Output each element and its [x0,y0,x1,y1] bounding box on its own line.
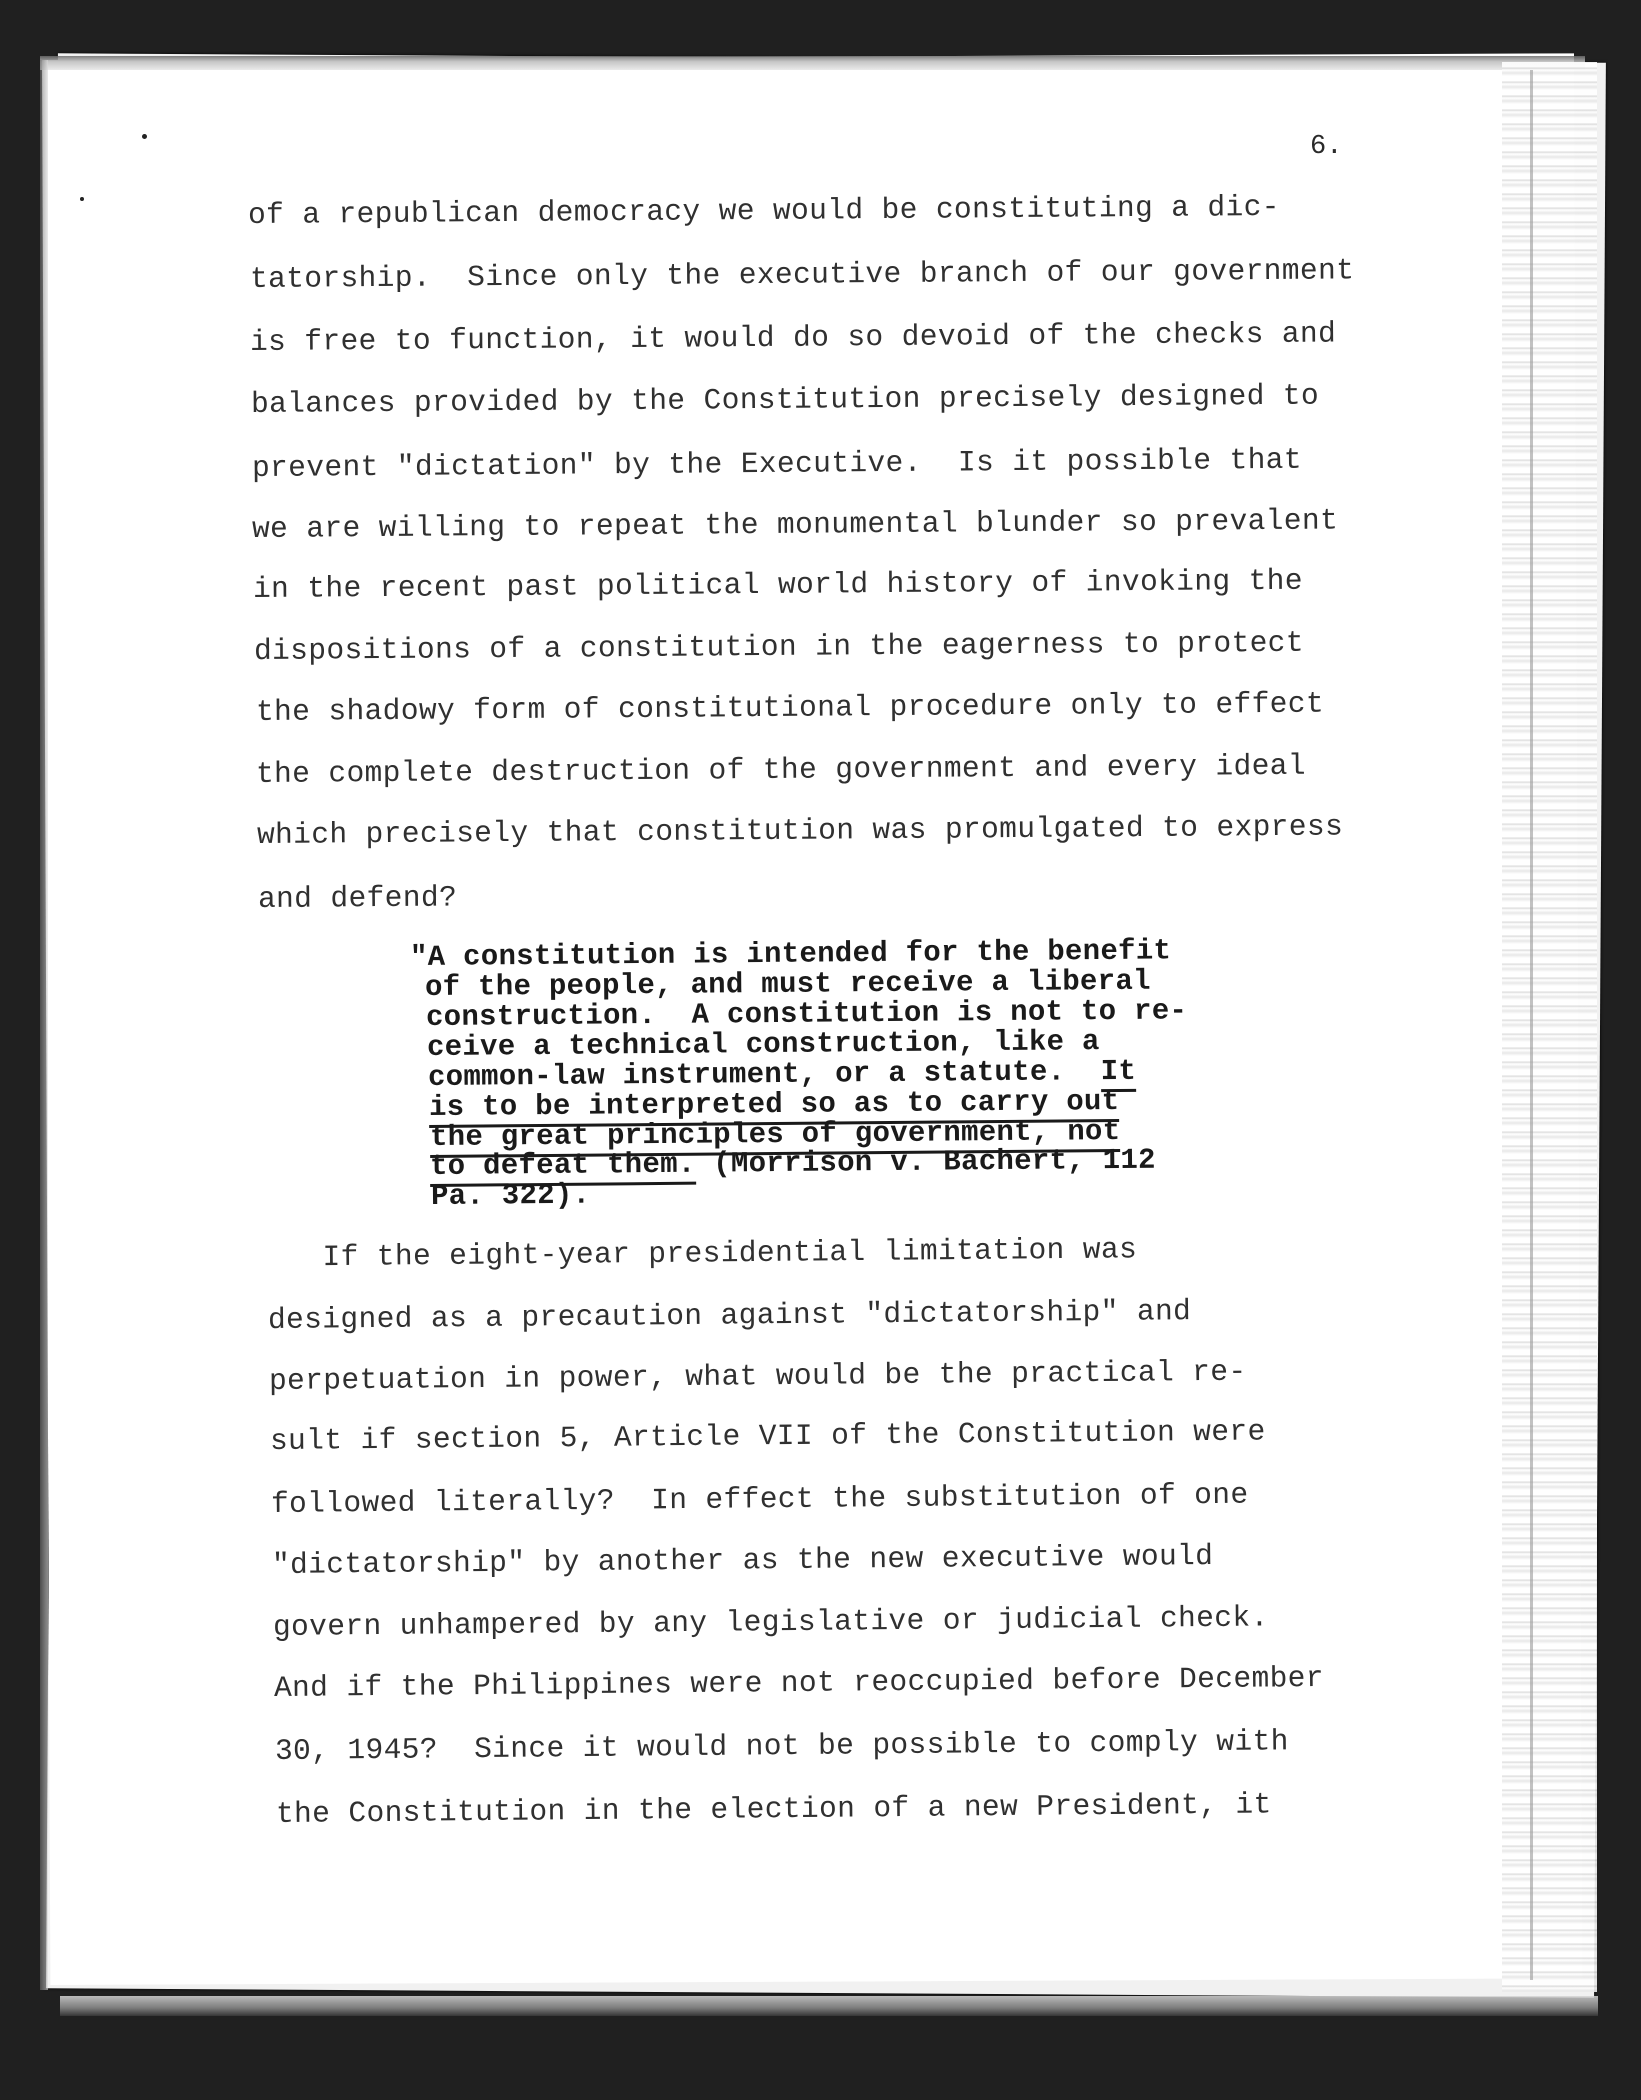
text-line: And if the Philippines were not reoccupied before December [273,1660,1325,1705]
text-line: govern unhampered by any legislative or judicial check. [272,1600,1269,1644]
text-line: designed as a precaution against "dictatorship" and [267,1294,1192,1337]
underlined-text: It [1101,1055,1137,1092]
paper-edge-right [1502,62,1597,1992]
text-line: is free to function, it would do so devoid of the checks and [249,316,1337,359]
text-line: the shadowy form of constitutional procedure only to effect [255,686,1325,729]
text-line: 30, 1945? Since it would not be possible to comply with [274,1724,1289,1768]
text-line: in the recent past political world history of invoking the [252,563,1304,606]
paper-edge-bottom [60,1996,1598,2016]
quote-line: construction. A constitution is not to re- [425,994,1188,1034]
paper-edge-left [40,60,48,1990]
text-line: which precisely that constitution was promulgated to express [256,809,1344,852]
text-line: balances provided by the Constitution precisely designed to [250,378,1320,421]
text-line: and defend? [257,880,458,916]
quote-line: "A constitution is intended for the benefit [409,934,1172,974]
paper-edge-right-line [1530,70,1533,1980]
text-line: "dictatorship" by another as the new executive would [271,1538,1214,1582]
quote-line: Pa. 322). [430,1178,591,1213]
underlined-text: is to be interpreted so as to carry out [429,1085,1120,1128]
text-line: sult if section 5, Article VII of the Constitution were [269,1414,1266,1458]
paper-edge-top [40,56,1585,70]
quote-line: of the people, and must receive a liberal [424,964,1151,1004]
text-line: followed literally? In effect the substitution of one [270,1477,1249,1521]
punch-mark [142,134,147,139]
text-line: tatorship. Since only the executive branch of our government [249,253,1355,296]
text-line: perpetuation in power, what would be the practical re- [268,1354,1247,1398]
text-line: we are willing to repeat the monumental blunder so prevalent [251,503,1339,546]
text-line: the complete destruction of the government and every ideal [255,748,1307,791]
underlined-text: the great principles of government, not [430,1115,1121,1158]
punch-mark [80,197,84,201]
text-line: prevent "dictation" by the Executive. Is it possible that [251,442,1303,485]
underlined-text: to defeat them. [430,1148,696,1187]
quote-line [430,1144,1156,1183]
text-line: the Constitution in the election of a new President, it [275,1787,1272,1831]
quote-text: common-law instrument, or a statute. [427,1055,1101,1094]
text-line: If the eight-year presidential limitation was [231,1232,1138,1275]
quote-citation: (Morrison v. Bachert, 112 [695,1143,1156,1181]
text-line: dispositions of a constitution in the eagerness to protect [253,625,1305,668]
quote-line: ceive a technical construction, like a [426,1025,1100,1064]
page-number: 6. [1310,132,1343,162]
text-line: of a republican democracy we would be constituting a dic- [247,189,1280,232]
